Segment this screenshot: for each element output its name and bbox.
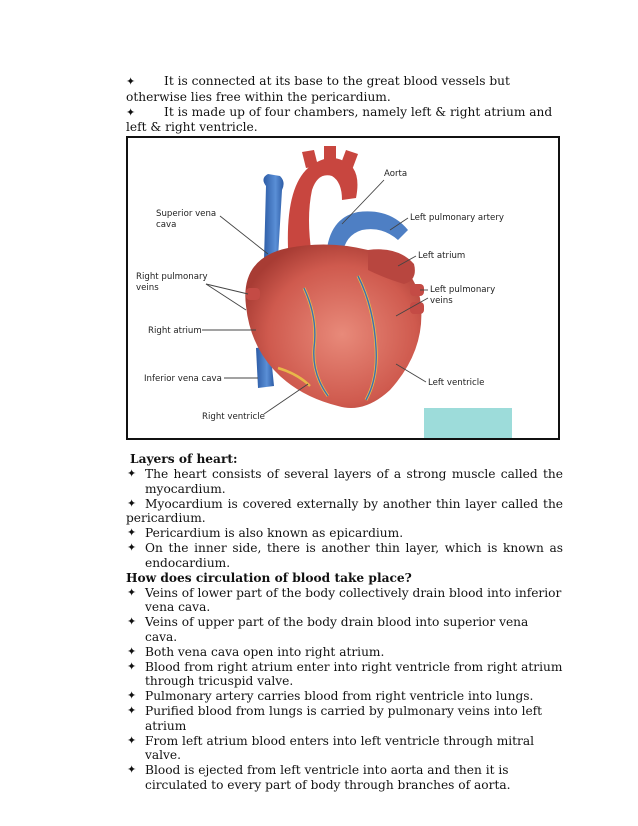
bullet-star-icon: ✦ — [127, 526, 137, 540]
intro-paragraph-2 — [126, 105, 563, 136]
label-right-pulmonary-veins-2: veins — [136, 283, 159, 293]
bullet-star-icon: ✦ — [127, 659, 137, 673]
list-item: ✦ Both vena cava open into right atrium. — [127, 644, 385, 659]
layers-list — [126, 467, 563, 571]
label-inferior-vena-cava: Inferior vena cava — [144, 374, 222, 384]
list-item: ✦ Myocardium is covered externally by another thin layer called the pericardium. — [126, 496, 563, 526]
circulation-list — [126, 586, 563, 793]
bullet-star-icon: ✦ — [127, 733, 137, 747]
list-item: ✦ Blood from right atrium enter into right ventricle from right atrium through tricuspid valve. — [127, 659, 563, 689]
intro-text-1: It is connected at its base to the great blood vessels but otherwise lies free within the pericardium. — [126, 74, 510, 104]
label-left-pulmonary-veins-1: Left pulmonary — [430, 285, 496, 295]
intro-text-2: It is made up of four chambers, namely left & right atrium and left & right ventricle. — [126, 104, 553, 135]
list-item: ✦ Pulmonary artery carries blood from right ventricle into lungs. — [127, 689, 534, 704]
bullet-star-icon: ✦ — [127, 703, 137, 717]
superior-vena-cava-shape — [263, 174, 283, 260]
highlight-box — [424, 408, 512, 438]
bullet-star-icon: ✦ — [127, 689, 137, 703]
label-right-atrium: Right atrium — [148, 326, 202, 336]
label-left-ventricle: Left ventricle — [428, 378, 485, 388]
bullet-star-icon: ✦ — [127, 540, 137, 554]
bullet-star-icon: ✦ — [127, 644, 137, 658]
label-superior-vena-cava-1: Superior vena — [156, 209, 217, 219]
bullet-star-icon: ✦ — [126, 75, 136, 88]
bullet-star-icon: ✦ — [127, 615, 137, 629]
list-item: ✦ Veins of upper part of the body drain blood into superior vena cava. — [127, 615, 529, 644]
intro-paragraph-1 — [126, 74, 563, 105]
layers-section — [126, 452, 563, 793]
circulation-heading: How does circulation of blood take place? — [126, 570, 412, 585]
list-item: ✦ On the inner side, there is another thin layer, which is known as endocardium. — [127, 540, 563, 570]
list-item: ✦ Pericardium is also known as epicardium. — [127, 526, 404, 541]
bullet-star-icon: ✦ — [127, 496, 137, 510]
bullet-star-icon: ✦ — [126, 105, 136, 119]
label-aorta: Aorta — [384, 169, 408, 179]
bullet-star-icon: ✦ — [127, 467, 137, 480]
label-left-atrium: Left atrium — [418, 251, 466, 261]
list-item: ✦ Veins of lower part of the body collectively drain blood into inferior vena cava. — [127, 585, 562, 615]
bullet-star-icon: ✦ — [127, 585, 137, 599]
list-item: ✦ From left atrium blood enters into left ventricle through mitral valve. — [127, 733, 535, 763]
list-item: ✦ Purified blood from lungs is carried by pulmonary veins into left atrium — [127, 703, 543, 733]
label-left-pulmonary-veins-2: veins — [430, 296, 453, 306]
bullet-star-icon: ✦ — [127, 763, 137, 777]
label-right-pulmonary-veins-1: Right pulmonary — [136, 272, 208, 282]
intro-section — [126, 74, 563, 135]
label-right-ventricle: Right ventricle — [202, 412, 265, 422]
heart-illustration — [128, 138, 558, 438]
list-item: ✦ Blood is ejected from left ventricle into aorta and then it is circulated to every part of body through branches of aorta. — [127, 763, 511, 792]
label-left-pulmonary-artery: Left pulmonary artery — [410, 213, 504, 223]
heart-diagram-figure — [126, 136, 560, 440]
label-superior-vena-cava-2: cava — [156, 220, 177, 230]
list-item: ✦ The heart consists of several layers of a strong muscle called the myocardium. — [127, 467, 563, 496]
layers-heading: Layers of heart: — [130, 452, 238, 466]
aorta-shape — [288, 158, 358, 256]
